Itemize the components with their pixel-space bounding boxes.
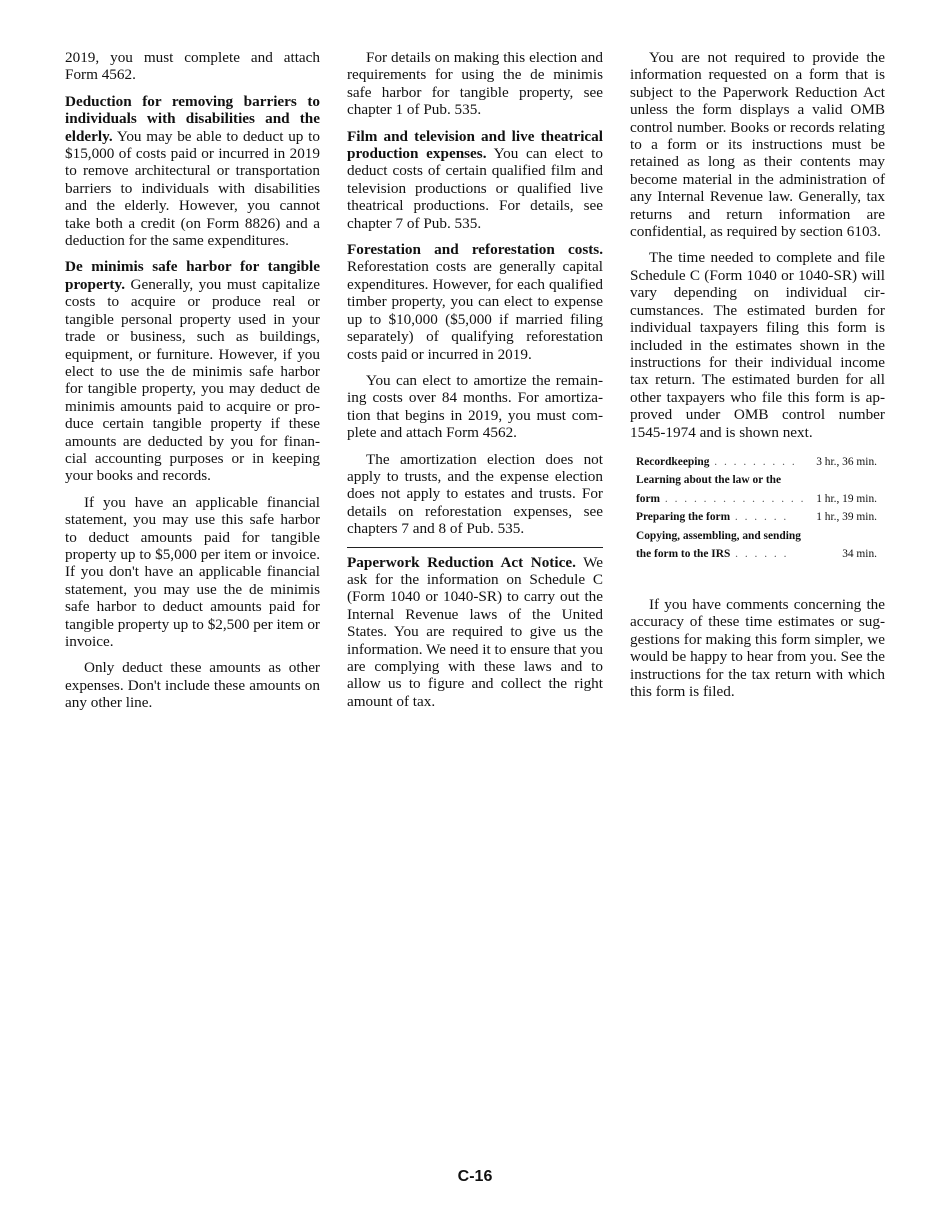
text-de-minimis: Generally, you must capitalize costs to acquire or produce real or tangible personal property used in your trade or business, such as buildings, equipment, or furniture. However, if you elect to use the de minimis safe harbor for tangible property, you may deduct de minimis amounts paid to acquire or produce certain tangible property if these amounts are deducted by you for financial accounting purposes or in keeping your books and records. [65, 275, 320, 485]
paragraph-de-minimis [65, 258, 320, 484]
burden-value-copying: 34 min. [842, 548, 877, 561]
page-number: C-16 [457, 1168, 493, 1185]
paragraph-film-television [347, 128, 603, 232]
column-right [630, 49, 885, 709]
table-row [630, 547, 885, 566]
paragraph-comments: If you have comments concerning the accuracy of these time estimates or suggestions for making this form simpler, we would be happy to hear from you. See the instructions for the tax return with which this form is filed. [630, 595, 885, 700]
text-forestation: Reforestation costs are generally capital expenditures. However, for each qualified timber property, you can elect to expense up to $10,000 ($5,000 if married filing separately) of qualifying reforestation costs paid or incurred in 2019. [347, 258, 603, 363]
spacer [630, 566, 885, 596]
heading-barrier-removal: Deduction for removing barriers to individuals with disabilities and the elderly. [65, 92, 320, 145]
leader-dots: . . . . . . . . . . . . . . . [660, 492, 806, 505]
burden-value-recordkeeping: 3 hr., 36 min. [816, 455, 877, 468]
paragraph-omb-control: You are not required to provide the information requested on a form that is subject to the Paperwork Reduction Act unless the form displays a valid OMB control number. Books or records relating to a form or its instructions must be retained as long as their contents may become material in the administration of any Internal Revenue law. Generally, tax returns and return information are confidential, as required by section 6103. [630, 49, 885, 241]
text-film-television: You can elect to deduct costs of certain qualified film and television productions or qualified live theatrical productions. For details, see chapter 7 of Pub. 535. [347, 145, 603, 232]
text-paperwork-notice: We ask for the information on Schedule C (Form 1040 or 1040-SR) to carry out the Internal Revenue laws of the United States. You are required to give us the information. We need it to ensure that you are complying with these laws and to allow us to figure and collect the right amount of tax. [347, 553, 603, 710]
paragraph-other-expenses: Only deduct these amounts as other expenses. Don't include these amounts on any other line. [65, 659, 320, 712]
column-middle [347, 49, 603, 719]
leader-dots: . . . . . . [730, 548, 789, 561]
paragraph-form-4562: 2019, you must complete and attach Form 4562. [65, 49, 320, 84]
table-row [630, 492, 885, 511]
section-divider [347, 547, 603, 548]
burden-label-copying-2: the form to the IRS [636, 548, 731, 561]
burden-label-recordkeeping: Recordkeeping [636, 455, 710, 468]
paragraph-paperwork-notice [347, 554, 603, 711]
column-left [65, 49, 320, 721]
leader-dots: . . . . . . . . . [709, 455, 797, 468]
table-row [630, 455, 885, 474]
burden-value-learning: 1 hr., 19 min. [816, 492, 877, 505]
heading-forestation: Forestation and reforestation costs. [347, 241, 603, 259]
table-row [630, 529, 885, 548]
paragraph-election-details: For details on making this election and requirements for using the de minimis safe harbor for tangible property, see chapter 1 of Pub. 535. [347, 49, 603, 119]
burden-value-preparing: 1 hr., 39 min. [816, 511, 877, 524]
leader-dots: . . . . . . [730, 511, 789, 524]
table-row [630, 473, 885, 492]
paragraph-barrier-removal [65, 93, 320, 250]
burden-table [630, 455, 885, 566]
paragraph-amortize: You can elect to amortize the remaining costs over 84 months. For amortization that begins in 2019, you must complete and attach Form 4562. [347, 371, 603, 442]
table-row [630, 510, 885, 529]
heading-paperwork-notice: Paperwork Reduction Act Notice. [347, 553, 576, 571]
text-barrier-removal: You may be able to deduct up to $15,000 of costs paid or incurred in 2019 to remove architectural or transportation barriers to individuals with disabilities and the elderly. However, you cannot take both a credit (on Form 8826) and a deduction for the same expenditures. [65, 127, 320, 250]
heading-de-minimis: De minimis safe harbor for tangible property. [65, 258, 320, 293]
paragraph-forestation [347, 241, 603, 363]
paragraph-amortization-election: The amortization election does not apply to trusts, and the expense election does not apply to estates and trusts. For details on reforestation expenses, see chapters 7 and 8 of Pub. 535. [347, 450, 603, 538]
paragraph-financial-statement: If you have an applicable financial statement, you may use this safe harbor to deduct amounts paid for tangible property up to $5,000 per item or invoice. If you don't have an applicable financial statement, you may use the de minimis safe harbor to deduct amounts paid for tangible property up to $2,500 per item or invoice. [65, 493, 320, 650]
heading-film-television: Film and television and live theatrical production expenses. [347, 127, 603, 163]
burden-label-learning-1: Learning about the law or the [636, 474, 782, 487]
paragraph-time-needed: The time needed to complete and file Schedule C (Form 1040 or 1040-SR) will vary depending on individual circumstances. The estimated burden for individual taxpayers filing this form is included in the estimates shown in the instructions for their individual income tax return. The estimated burden for all other taxpayers who file this form is approved under OMB control number 1545-1974 and is shown next. [630, 249, 885, 441]
burden-label-learning-2: form [636, 492, 661, 505]
burden-label-copying-1: Copying, assembling, and sending [636, 529, 801, 542]
burden-label-preparing: Preparing the form [636, 511, 731, 524]
